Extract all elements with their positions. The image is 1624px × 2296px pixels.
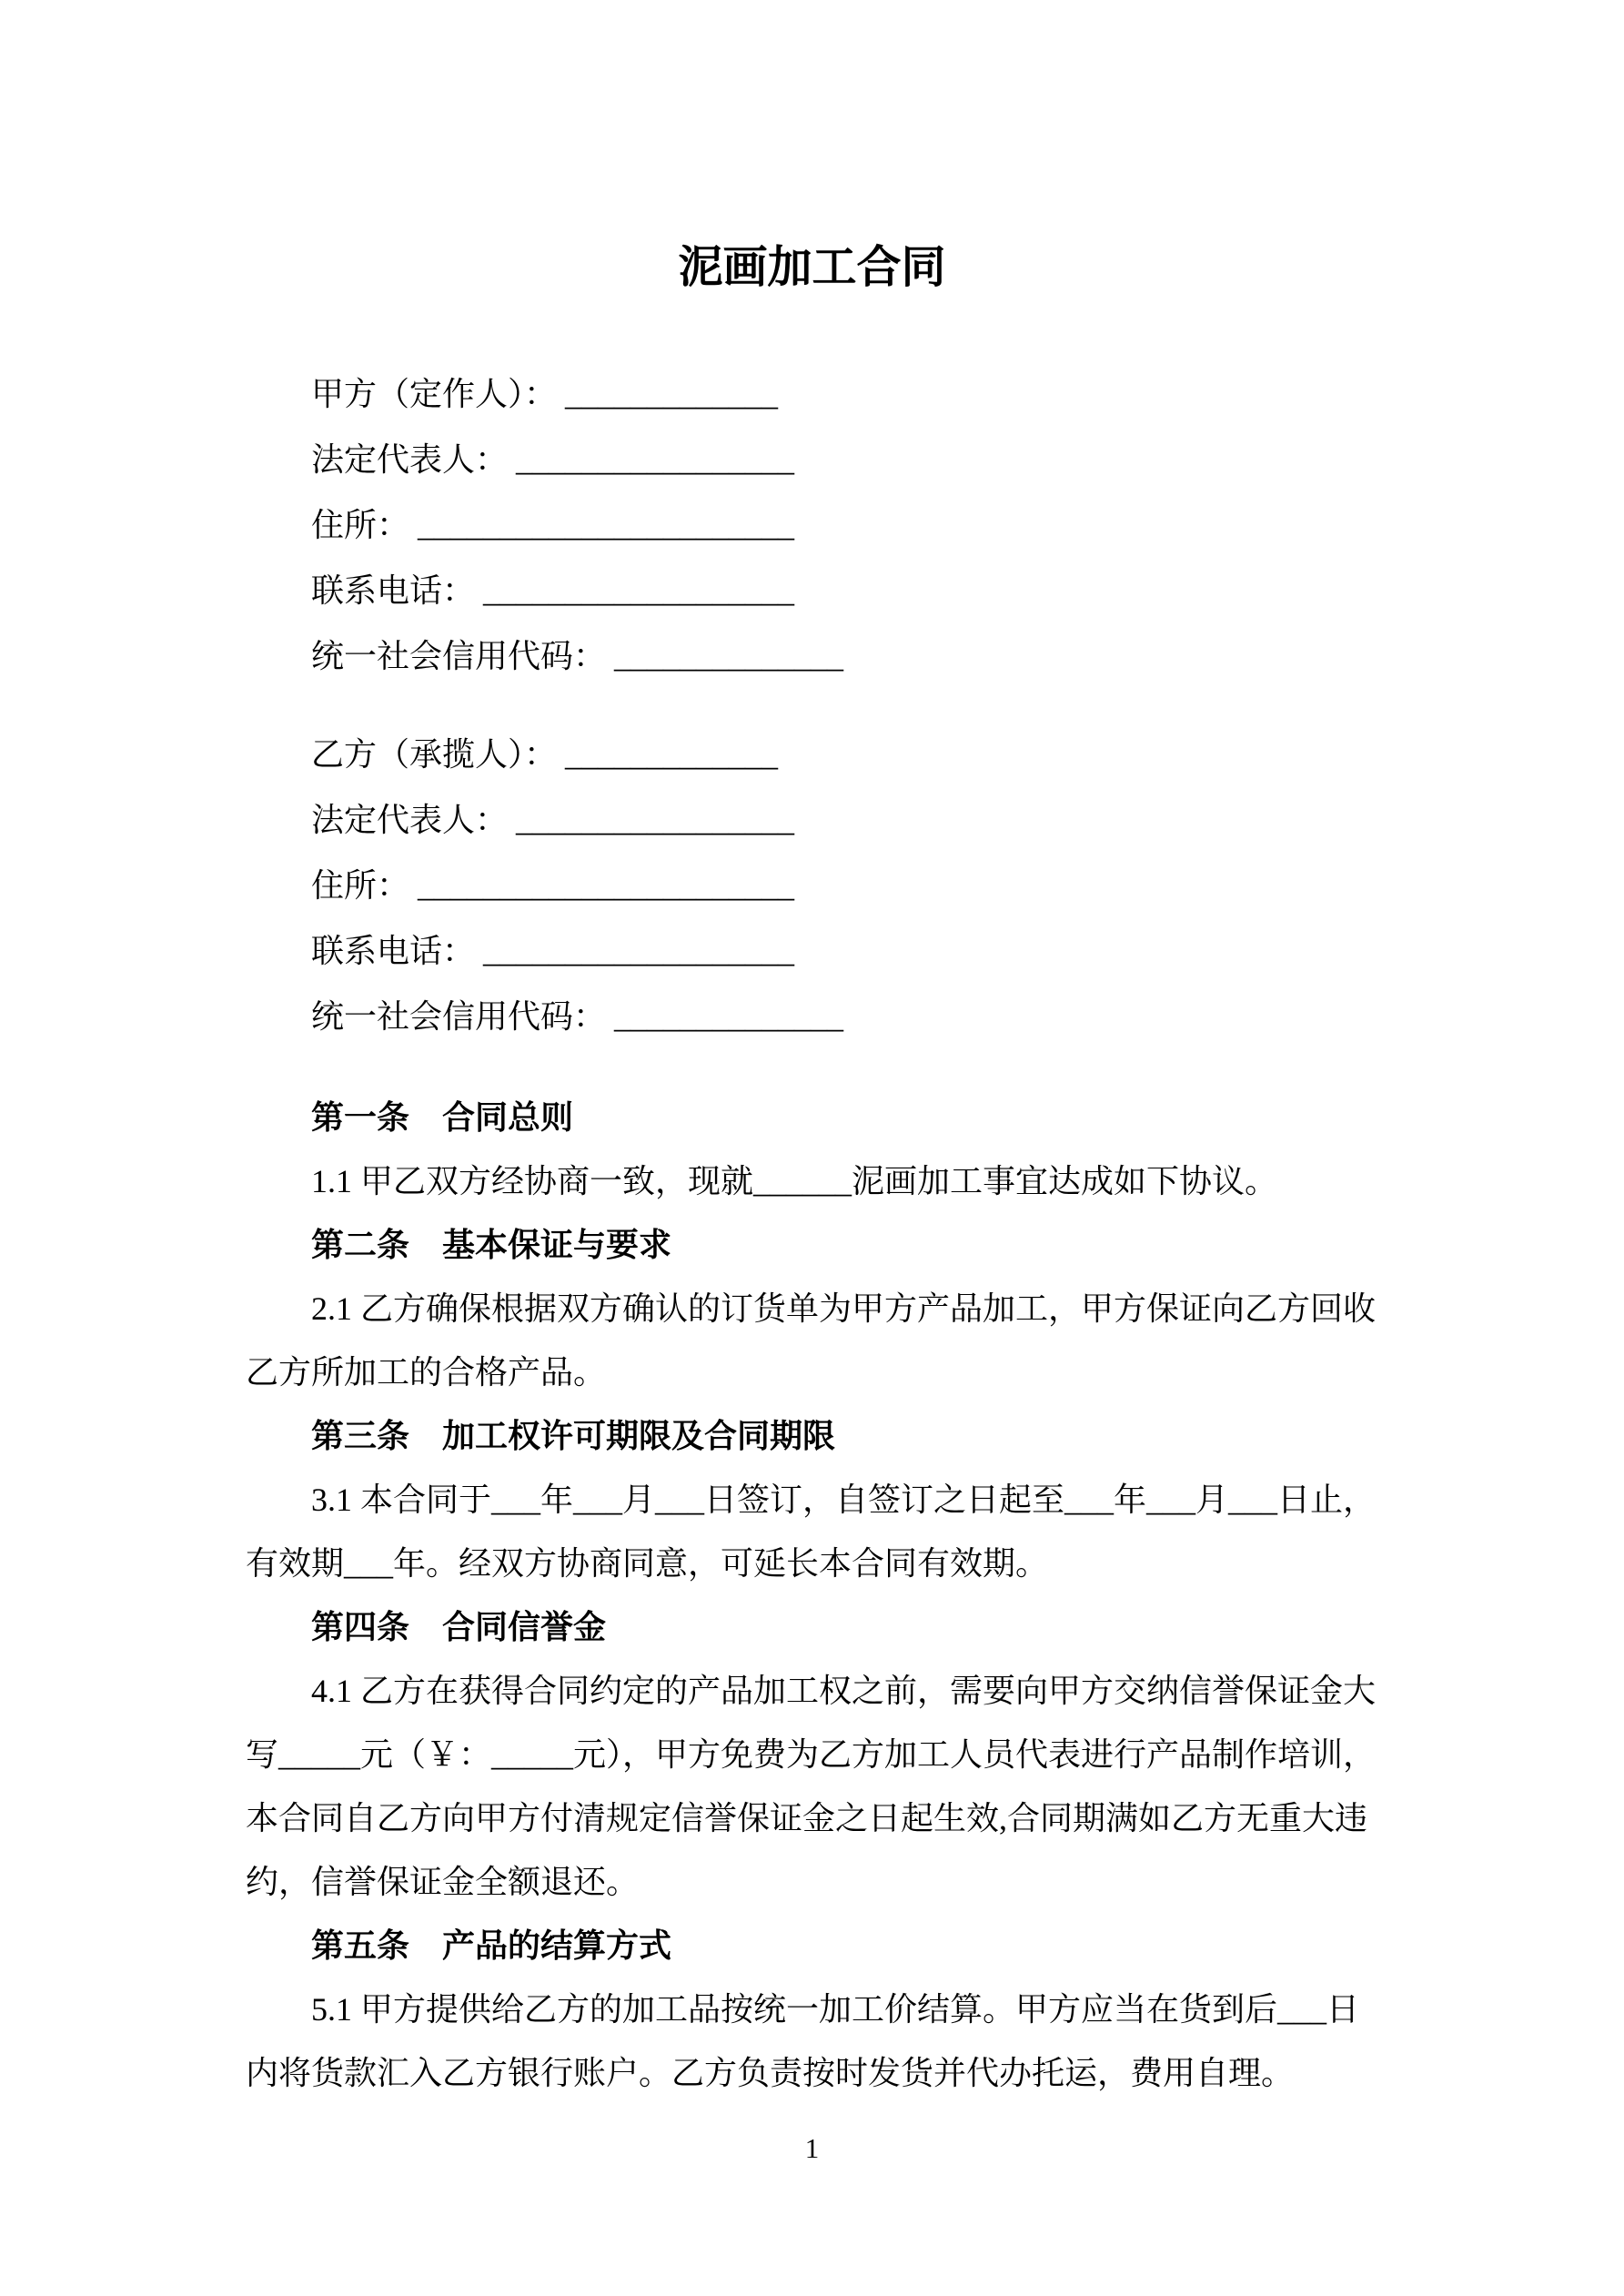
party-a-credit-code-line xyxy=(246,623,1378,689)
party-a-representative-line xyxy=(246,427,1378,492)
party-b-representative-blank: _________________ xyxy=(508,802,795,838)
party-a-representative-label: 法定代表人： xyxy=(311,441,509,478)
party-a-representative-blank: _________________ xyxy=(508,441,795,478)
article-4-clause-line: 4.1 乙方在获得合同约定的产品加工权之前，需要向甲方交纳信誉保证金大 xyxy=(311,1673,1377,1709)
party-a-address-line xyxy=(246,492,1378,558)
party-b-name-label: 乙方（承揽人）： xyxy=(311,736,558,773)
party-b-name-line xyxy=(246,722,1378,787)
party-a-name-line xyxy=(246,361,1378,427)
party-b-credit-code-blank: ______________ xyxy=(606,998,844,1035)
party-a-phone-blank: ___________________ xyxy=(475,572,795,609)
party-a-phone-line xyxy=(246,558,1378,623)
party-b-credit-code-label: 统一社会信用代码： xyxy=(311,998,607,1035)
party-b-phone-label: 联系电话： xyxy=(311,933,476,969)
article-2-clause-line: 2.1 乙方确保根据双方确认的订货单为甲方产品加工，甲方保证向乙方回收 xyxy=(311,1290,1377,1327)
article-5-clause-line: 内将货款汇入乙方银行账户。乙方负责按时发货并代办托运，费用自理。 xyxy=(246,2055,1295,2091)
contract-articles xyxy=(246,1086,1378,2105)
party-a-block xyxy=(246,361,1378,689)
document-title: 泥画加工合同 xyxy=(678,242,946,292)
article-3-clause-line: 有效期___年。经双方协商同意，可延长本合同有效期。 xyxy=(246,1545,1049,1582)
party-b-block xyxy=(246,722,1378,1049)
party-b-credit-code-line xyxy=(246,984,1378,1049)
party-b-representative-line xyxy=(246,787,1378,853)
party-a-address-blank: _______________________ xyxy=(409,507,795,543)
party-b-address-line xyxy=(246,853,1378,918)
article-4-heading: 第四条 合同信誉金 xyxy=(311,1609,607,1645)
party-a-phone-label: 联系电话： xyxy=(311,572,476,609)
party-a-credit-code-blank: ______________ xyxy=(606,638,844,674)
article-1-clause-line: 1.1 甲乙双方经协商一致，现就______泥画加工事宜达成如下协议。 xyxy=(311,1163,1278,1199)
article-4-clause-line: 写_____元（￥：_____元），甲方免费为乙方加工人员代表进行产品制作培训， xyxy=(246,1736,1377,1773)
party-b-address-label: 住所： xyxy=(311,867,410,904)
article-5-clause-line: 5.1 甲方提供给乙方的加工品按统一加工价结算。甲方应当在货到后___日 xyxy=(311,1991,1360,2028)
article-5-heading: 第五条 产品的结算方式 xyxy=(311,1927,672,1964)
article-2-clause-line: 乙方所加工的合格产品。 xyxy=(246,1354,607,1391)
party-a-name-label: 甲方（定作人）： xyxy=(311,376,558,412)
party-a-address-label: 住所： xyxy=(311,507,410,543)
party-b-address-blank: _______________________ xyxy=(409,867,795,904)
article-4-clause-line: 本合同自乙方向甲方付清规定信誉保证金之日起生效,合同期满如乙方无重大违 xyxy=(246,1800,1368,1836)
article-2-heading: 第二条 基本保证与要求 xyxy=(311,1227,672,1263)
article-3-heading: 第三条 加工权许可期限及合同期限 xyxy=(311,1418,836,1454)
article-3-clause-line: 3.1 本合同于___年___月___日签订，自签订之日起至___年___月___日止， xyxy=(311,1482,1377,1518)
party-a-name-blank: _____________ xyxy=(557,376,779,412)
article-1-heading: 第一条 合同总则 xyxy=(311,1099,574,1136)
party-b-name-blank: _____________ xyxy=(557,736,779,773)
party-a-credit-code-label: 统一社会信用代码： xyxy=(311,638,607,674)
page-number: 1 xyxy=(804,2132,820,2164)
party-b-representative-label: 法定代表人： xyxy=(311,802,509,838)
party-b-phone-blank: ___________________ xyxy=(475,933,795,969)
party-b-phone-line xyxy=(246,918,1378,984)
article-4-clause-line: 约，信誉保证金全额退还。 xyxy=(246,1864,640,1900)
